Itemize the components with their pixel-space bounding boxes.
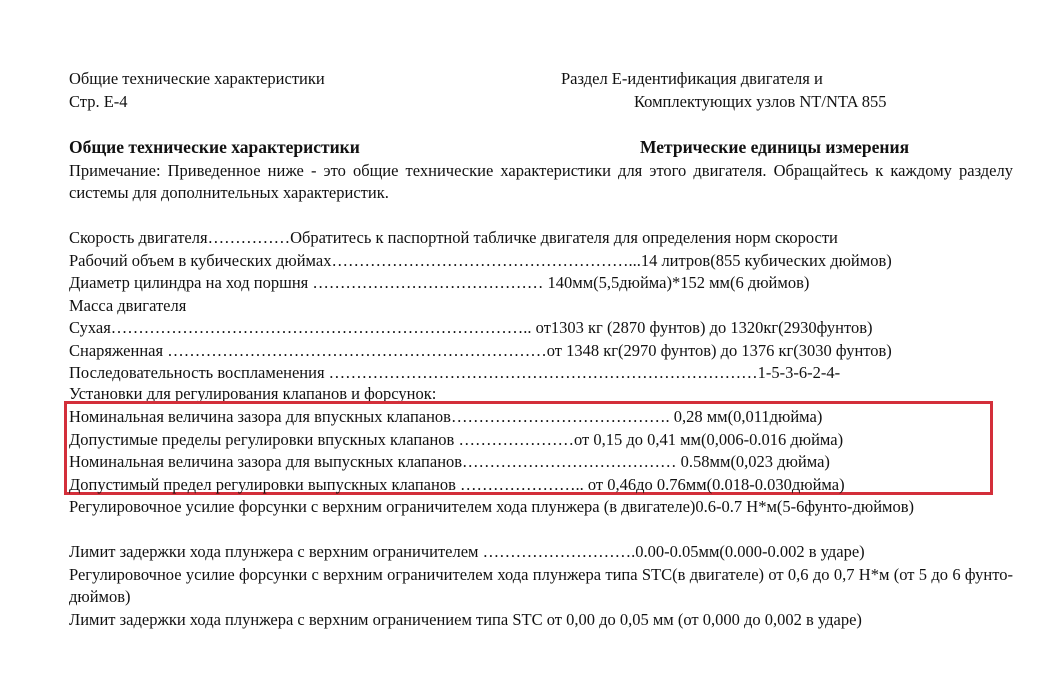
spec-firing-order: Последовательность воспламенения ……………………………………………………………………1-5-3-6-2-4-: [69, 363, 841, 382]
spec-exhaust-limits: Допустимый предел регулировки выпускных клапанов ………………….. от 0,46до 0.76мм(0.018-0.030дюйма): [69, 475, 845, 494]
spec-mass-wet: Снаряженная ……………………………………………………………от 1348 кг(2970 фунтов) до 1376 кг(3030 фунтов): [69, 341, 892, 360]
note-paragraph: Примечание: Приведенное ниже - это общие технические характеристики для этого двигателя. Обращайтесь к каждому разделу системы для дополнительных характеристик.: [69, 161, 1013, 202]
spec-intake-limits: Допустимые пределы регулировки впускных клапанов …………………от 0,15 до 0,41 мм(0,006-0.016 дюйма): [69, 430, 844, 449]
spec-plunger-limit: Лимит задержки хода плунжера с верхним ограничителем ……………………….0.00-0.05мм(0.000-0.002 в ударе): [69, 542, 865, 561]
spec-engine-speed: Скорость двигателя……………Обратитесь к паспортной табличке двигателя для определения норм скорости: [69, 228, 838, 247]
header-right-title: Раздел Е-идентификация двигателя и: [561, 69, 823, 88]
spec-bore-stroke: Диаметр цилиндра на ход поршня …………………………………… 140мм(5,5дюйма)*152 мм(6 дюймов): [69, 273, 810, 292]
header-page-number: Стр. Е-4: [69, 92, 128, 111]
units-title: Метрические единицы измерения: [640, 137, 910, 157]
spec-exhaust-nominal: Номинальная величина зазора для выпускных клапанов………………………………… 0.58мм(0,023 дюйма): [69, 452, 830, 471]
spec-valve-settings-header: Установки для регулирования клапанов и форсунок:: [69, 384, 437, 403]
spec-injector-force: Регулировочное усилие форсунки с верхним ограничителем хода плунжера (в двигателе)0.6-0.7 Н*м(5-6фунто-дюймов): [69, 497, 915, 516]
header-right-subtitle: Комплектующих узлов NT/NTA 855: [634, 92, 887, 111]
section-title: Общие технические характеристики: [69, 137, 360, 157]
spec-displacement: Рабочий объем в кубических дюймах………………………………………………...14 литров(855 кубических дюймов): [69, 251, 892, 270]
header-left-title: Общие технические характеристики: [69, 69, 325, 88]
spec-injector-force-stc: Регулировочное усилие форсунки с верхним ограничителем хода плунжера типа STC(в двигателе) от 0,6 до 0,7 Н*м (от 5 до 6 фунто-дюймов): [69, 565, 1014, 606]
spec-plunger-limit-stc: Лимит задержки хода плунжера с верхним ограничением типа STC от 0,00 до 0,05 мм (от 0,000 до 0,002 в ударе): [69, 610, 862, 629]
spec-mass-dry: Сухая………………………………………………………………….. от1303 кг (2870 фунтов) до 1320кг(2930фунтов): [69, 318, 873, 337]
spec-mass-header: Масса двигателя: [69, 296, 187, 315]
spec-intake-nominal: Номинальная величина зазора для впускных клапанов…………………………………. 0,28 мм(0,011дюйма): [69, 407, 823, 426]
